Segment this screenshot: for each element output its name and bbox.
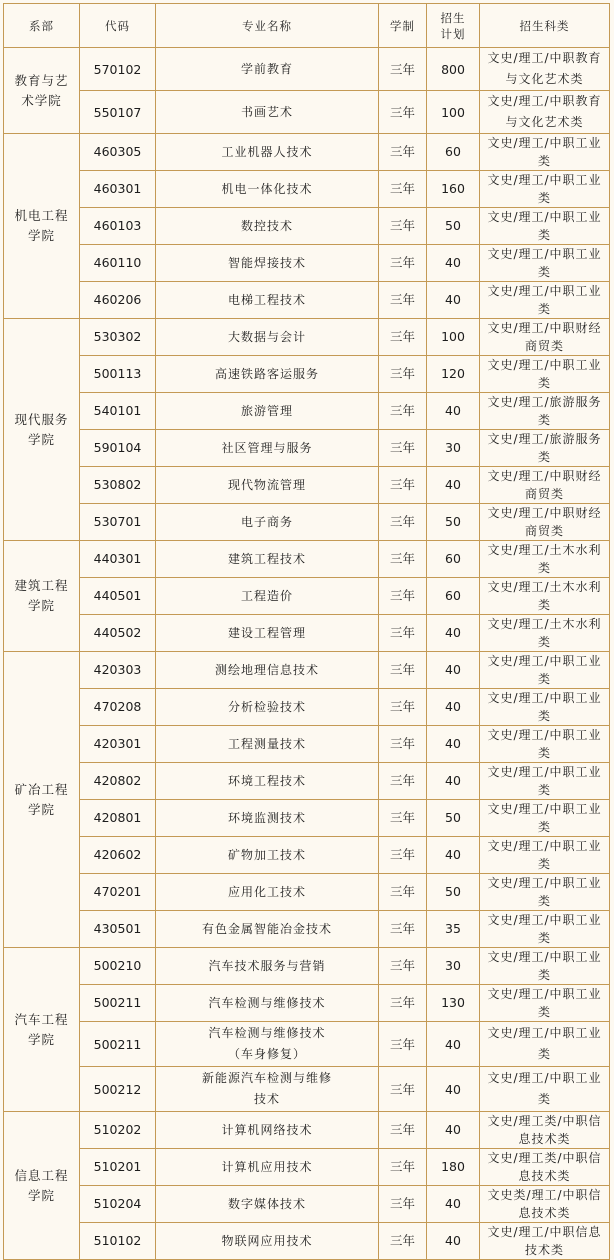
enrollment-plan: 40 [427,467,480,504]
enrollment-category: 文史/理工/旅游服务类 [480,430,610,467]
major-name: 汽车检测与维修技术 [156,985,379,1022]
enrollment-plan: 40 [427,1022,480,1067]
major-name: 电梯工程技术 [156,282,379,319]
enrollment-plan-table-container [3,3,609,1260]
major-code: 470208 [80,689,156,726]
enrollment-plan: 40 [427,615,480,652]
study-duration: 三年 [379,763,427,800]
department-name: 矿冶工程 学院 [4,652,80,948]
table-row [4,1022,610,1067]
table-row [4,800,610,837]
enrollment-category: 文史/理工/中职工业类 [480,356,610,393]
enrollment-plan: 40 [427,282,480,319]
header-row [4,4,610,48]
table-row [4,541,610,578]
major-name: 社区管理与服务 [156,430,379,467]
major-name: 测绘地理信息技术 [156,652,379,689]
header-dept: 系部 [4,4,80,48]
major-code: 470201 [80,874,156,911]
enrollment-category: 文史/理工/中职工业类 [480,800,610,837]
enrollment-category: 文史/理工/中职信息技术类 [480,1223,610,1260]
major-name: 高速铁路客运服务 [156,356,379,393]
major-code: 570102 [80,48,156,91]
major-code: 460110 [80,245,156,282]
major-name: 汽车检测与维修技术 （车身修复） [156,1022,379,1067]
department-name: 机电工程 学院 [4,134,80,319]
study-duration: 三年 [379,1149,427,1186]
header-code: 代码 [80,4,156,48]
table-row [4,1223,610,1260]
table-row [4,652,610,689]
enrollment-category: 文史/理工/中职工业类 [480,985,610,1022]
enrollment-plan: 50 [427,504,480,541]
major-code: 420802 [80,763,156,800]
study-duration: 三年 [379,1186,427,1223]
major-name: 智能焊接技术 [156,245,379,282]
major-name: 计算机网络技术 [156,1112,379,1149]
enrollment-category: 文史/理工/中职教育与文化艺术类 [480,48,610,91]
major-name: 计算机应用技术 [156,1149,379,1186]
study-duration: 三年 [379,91,427,134]
table-row [4,1186,610,1223]
enrollment-plan: 40 [427,393,480,430]
study-duration: 三年 [379,208,427,245]
enrollment-category: 文史/理工/土木水利类 [480,578,610,615]
major-code: 500210 [80,948,156,985]
study-duration: 三年 [379,911,427,948]
major-name: 有色金属智能冶金技术 [156,911,379,948]
study-duration: 三年 [379,1223,427,1260]
table-row [4,430,610,467]
major-name: 工业机器人技术 [156,134,379,171]
major-name: 矿物加工技术 [156,837,379,874]
major-name: 物联网应用技术 [156,1223,379,1260]
major-code: 460206 [80,282,156,319]
table-row [4,319,610,356]
enrollment-category: 文史/理工/中职工业类 [480,208,610,245]
enrollment-plan: 40 [427,837,480,874]
enrollment-category: 文史/理工类/中职信息技术类 [480,1112,610,1149]
enrollment-category: 文史/理工/中职工业类 [480,1022,610,1067]
enrollment-plan: 50 [427,208,480,245]
enrollment-plan: 60 [427,134,480,171]
table-row [4,726,610,763]
table-row [4,874,610,911]
enrollment-category: 文史/理工/中职工业类 [480,689,610,726]
major-code: 530802 [80,467,156,504]
table-row [4,91,610,134]
enrollment-category: 文史/理工/中职工业类 [480,837,610,874]
major-code: 430501 [80,911,156,948]
table-row [4,837,610,874]
enrollment-category: 文史/理工/中职教育与文化艺术类 [480,91,610,134]
study-duration: 三年 [379,615,427,652]
study-duration: 三年 [379,504,427,541]
table-row [4,208,610,245]
major-code: 510202 [80,1112,156,1149]
study-duration: 三年 [379,985,427,1022]
major-code: 460301 [80,171,156,208]
major-code: 510204 [80,1186,156,1223]
major-code: 510102 [80,1223,156,1260]
enrollment-category: 文史/理工/土木水利类 [480,615,610,652]
enrollment-plan: 120 [427,356,480,393]
study-duration: 三年 [379,134,427,171]
major-code: 440301 [80,541,156,578]
major-name: 环境工程技术 [156,763,379,800]
enrollment-plan: 180 [427,1149,480,1186]
table-row [4,1067,610,1112]
enrollment-plan-table [3,3,610,1260]
study-duration: 三年 [379,393,427,430]
enrollment-plan: 800 [427,48,480,91]
enrollment-plan: 40 [427,1067,480,1112]
department-name: 教育与艺 术学院 [4,48,80,134]
major-name: 工程测量技术 [156,726,379,763]
header-duration: 学制 [379,4,427,48]
department-name: 信息工程 学院 [4,1112,80,1260]
header-category: 招生科类 [480,4,610,48]
table-row [4,985,610,1022]
enrollment-category: 文史/理工/中职工业类 [480,874,610,911]
enrollment-category: 文史/理工/中职财经商贸类 [480,319,610,356]
major-code: 440501 [80,578,156,615]
enrollment-category: 文史/理工/中职工业类 [480,948,610,985]
enrollment-category: 文史类/理工/中职信息技术类 [480,1186,610,1223]
major-name: 旅游管理 [156,393,379,430]
enrollment-category: 文史/理工/中职工业类 [480,911,610,948]
study-duration: 三年 [379,245,427,282]
enrollment-category: 文史/理工/旅游服务类 [480,393,610,430]
enrollment-plan: 40 [427,652,480,689]
table-row [4,393,610,430]
major-code: 420301 [80,726,156,763]
table-row [4,467,610,504]
study-duration: 三年 [379,800,427,837]
enrollment-category: 文史/理工/中职工业类 [480,282,610,319]
header-name: 专业名称 [156,4,379,48]
major-name: 学前教育 [156,48,379,91]
major-code: 530302 [80,319,156,356]
study-duration: 三年 [379,578,427,615]
enrollment-plan: 50 [427,800,480,837]
table-row [4,504,610,541]
major-code: 500211 [80,1022,156,1067]
major-name: 汽车技术服务与营销 [156,948,379,985]
enrollment-plan: 40 [427,245,480,282]
study-duration: 三年 [379,1112,427,1149]
major-code: 460103 [80,208,156,245]
enrollment-category: 文史/理工/中职工业类 [480,763,610,800]
enrollment-category: 文史/理工/土木水利类 [480,541,610,578]
major-code: 420602 [80,837,156,874]
table-row [4,763,610,800]
major-code: 510201 [80,1149,156,1186]
table-row [4,911,610,948]
major-name: 建筑工程技术 [156,541,379,578]
major-name: 分析检验技术 [156,689,379,726]
study-duration: 三年 [379,430,427,467]
major-name: 电子商务 [156,504,379,541]
study-duration: 三年 [379,467,427,504]
major-name: 建设工程管理 [156,615,379,652]
major-name: 新能源汽车检测与维修 技术 [156,1067,379,1112]
enrollment-plan: 160 [427,171,480,208]
enrollment-category: 文史/理工/中职工业类 [480,171,610,208]
major-name: 机电一体化技术 [156,171,379,208]
major-name: 工程造价 [156,578,379,615]
enrollment-plan: 30 [427,430,480,467]
enrollment-category: 文史/理工/中职工业类 [480,245,610,282]
study-duration: 三年 [379,726,427,763]
enrollment-category: 文史/理工/中职工业类 [480,1067,610,1112]
enrollment-category: 文史/理工/中职工业类 [480,726,610,763]
department-name: 现代服务 学院 [4,319,80,541]
major-code: 550107 [80,91,156,134]
table-row [4,282,610,319]
header-plan: 招生 计划 [427,4,480,48]
enrollment-plan: 40 [427,1186,480,1223]
table-row [4,245,610,282]
study-duration: 三年 [379,948,427,985]
table-body [4,48,610,1260]
major-code: 420801 [80,800,156,837]
study-duration: 三年 [379,319,427,356]
major-code: 530701 [80,504,156,541]
study-duration: 三年 [379,541,427,578]
enrollment-plan: 100 [427,319,480,356]
enrollment-plan: 50 [427,874,480,911]
enrollment-category: 文史/理工/中职财经商贸类 [480,467,610,504]
major-code: 420303 [80,652,156,689]
enrollment-category: 文史/理工/中职工业类 [480,134,610,171]
table-row [4,356,610,393]
table-row [4,48,610,91]
study-duration: 三年 [379,171,427,208]
enrollment-plan: 40 [427,1223,480,1260]
study-duration: 三年 [379,874,427,911]
table-row [4,1149,610,1186]
study-duration: 三年 [379,356,427,393]
department-name: 汽车工程 学院 [4,948,80,1112]
enrollment-plan: 35 [427,911,480,948]
study-duration: 三年 [379,1022,427,1067]
enrollment-plan: 60 [427,541,480,578]
major-code: 590104 [80,430,156,467]
table-row [4,689,610,726]
major-name: 数控技术 [156,208,379,245]
major-name: 环境监测技术 [156,800,379,837]
enrollment-plan: 130 [427,985,480,1022]
enrollment-plan: 40 [427,763,480,800]
study-duration: 三年 [379,282,427,319]
major-code: 460305 [80,134,156,171]
study-duration: 三年 [379,48,427,91]
major-code: 500113 [80,356,156,393]
table-row [4,578,610,615]
major-name: 数字媒体技术 [156,1186,379,1223]
enrollment-plan: 40 [427,689,480,726]
table-row [4,171,610,208]
table-row [4,615,610,652]
major-name: 书画艺术 [156,91,379,134]
study-duration: 三年 [379,689,427,726]
table-row [4,948,610,985]
study-duration: 三年 [379,837,427,874]
major-code: 500212 [80,1067,156,1112]
department-name: 建筑工程 学院 [4,541,80,652]
study-duration: 三年 [379,1067,427,1112]
enrollment-category: 文史/理工/中职工业类 [480,652,610,689]
major-code: 440502 [80,615,156,652]
enrollment-plan: 30 [427,948,480,985]
enrollment-category: 文史/理工/中职财经商贸类 [480,504,610,541]
major-name: 应用化工技术 [156,874,379,911]
enrollment-plan: 40 [427,1112,480,1149]
major-code: 500211 [80,985,156,1022]
table-row [4,134,610,171]
enrollment-plan: 60 [427,578,480,615]
major-name: 大数据与会计 [156,319,379,356]
enrollment-plan: 40 [427,726,480,763]
major-name: 现代物流管理 [156,467,379,504]
enrollment-category: 文史/理工类/中职信息技术类 [480,1149,610,1186]
major-code: 540101 [80,393,156,430]
table-row [4,1112,610,1149]
enrollment-plan: 100 [427,91,480,134]
study-duration: 三年 [379,652,427,689]
